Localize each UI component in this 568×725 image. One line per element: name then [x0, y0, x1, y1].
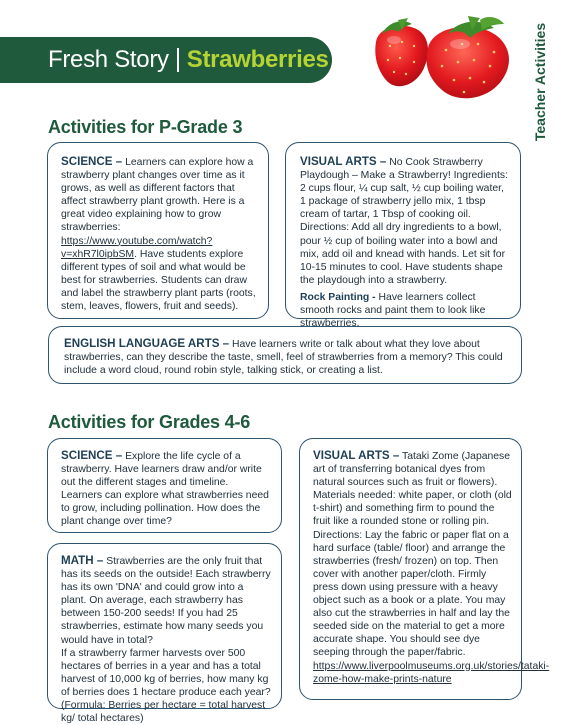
card-ela-p3	[48, 326, 522, 384]
section-title-grades46: Activities for Grades 4-6	[48, 412, 251, 432]
card-text-cont: . Have students explore different types of soil and what would be best for strawberries. Students can draw and label the strawberry plant parts (roots, stem, leaves, flowers, fruit and seeds).	[61, 248, 256, 313]
card-text: Strawberries are the only fruit that has its seeds on the outside! Each strawberry has its own 'DNA' and could grow into a plant. On average, each strawberry has between 150-200 seeds! If you had 25 strawberries, estimate how many seeds you would have in total?	[61, 556, 271, 646]
card-science-46	[47, 438, 282, 533]
header-banner	[0, 37, 332, 83]
card-text-cont: If a strawberry farmer harvests over 500 hectares of berries in a year and has a total harvest of 10,000 kg of berries, how many kg of berries does 1 hectare produce each year? (Formula: Berries per hectare = total harvest kg/ total hectares)	[61, 647, 271, 725]
card-label: ENGLISH LANGUAGE ARTS –	[64, 337, 230, 350]
card-label: VISUAL ARTS –	[300, 155, 387, 168]
card-text: Explore the life cycle of a strawberry. Have learners draw and/or write out the different stages and timeline. Learners can explore what strawberries need to grow, including pollination. How does the plant change over time?	[61, 451, 269, 528]
card-label: SCIENCE –	[61, 449, 123, 462]
card-text: No Cook Strawberry Playdough – Make a Strawberry! Ingredients: 2 cups flour, ¼ cup salt, ½ cup boiling water, 1 package of strawberry jello mix, 1 tbsp cream of tartar, 1 Tbsp of cooking oil. Directions: Add all dry ingredients to a bowl, pour ½ cup of boiling water into a bowl and mix, add oil and knead with hands. Let sit for 10-15 minutes to cool. Have students shape the playdough into a strawberry.	[300, 157, 508, 286]
card-visual-arts-46	[299, 438, 550, 700]
liverpool-museums-link[interactable]: https://www.liverpoolmuseums.org.uk/stories/tataki-zome-how-make-prints-nature	[313, 660, 550, 685]
card-label: MATH –	[61, 554, 104, 567]
rock-painting-text: Have learners collect smooth rocks and paint them to look like strawberries.	[300, 291, 486, 330]
card-label: SCIENCE –	[61, 155, 123, 168]
side-label	[530, 18, 552, 148]
card-text: Have learners write or talk about what they love about strawberries, can they describe the taste, smell, feel of strawberries from a memory? This could include a word cloud, round robin style, talking stick, or creating a list.	[64, 339, 503, 377]
card-visual-arts-p3	[285, 142, 521, 330]
series-title: Fresh Story	[48, 46, 169, 73]
card-text: Learners can explore how a strawberry plant changes over time as it grows, as well as different factors that affect strawberry plant growth. Here is a great video explaining how to grow strawberries:	[61, 157, 254, 234]
card-label: VISUAL ARTS –	[313, 449, 400, 462]
section-title-pgrade3: Activities for P-Grade 3	[48, 117, 243, 137]
card-text: Tataki Zome (Japanese art of transferring botanical dyes from natural sources such as fruit or flowers). Materials needed: white paper, or cloth (old t-shirt) and something firm to pound the fruit like a rounded stone or rolling pin. Directions: Lay the fabric or paper flat on a hard surface (table/ floor) and arrange the strawberries (fresh/ frozen) on top. Then cover with another paper/cloth. Firmly press down using pressure with a heavy object such as a book or a plate. You may also cut the strawberries in half and lay the seeded side on the material to get a more accurate shape. You should see dye seeping through the paper/fabric.	[313, 451, 512, 659]
youtube-link[interactable]: https://www.youtube.com/watch?v=xhR7l0ipbSM	[61, 235, 213, 260]
title-divider	[177, 48, 179, 72]
strawberries-photo	[368, 14, 520, 106]
topic-title: Strawberries	[186, 46, 329, 73]
card-math-46	[47, 543, 282, 725]
teacher-activities-label: Teacher Activities	[532, 22, 548, 142]
rock-painting-label: Rock Painting -	[300, 291, 376, 303]
card-science-p3	[47, 142, 269, 319]
